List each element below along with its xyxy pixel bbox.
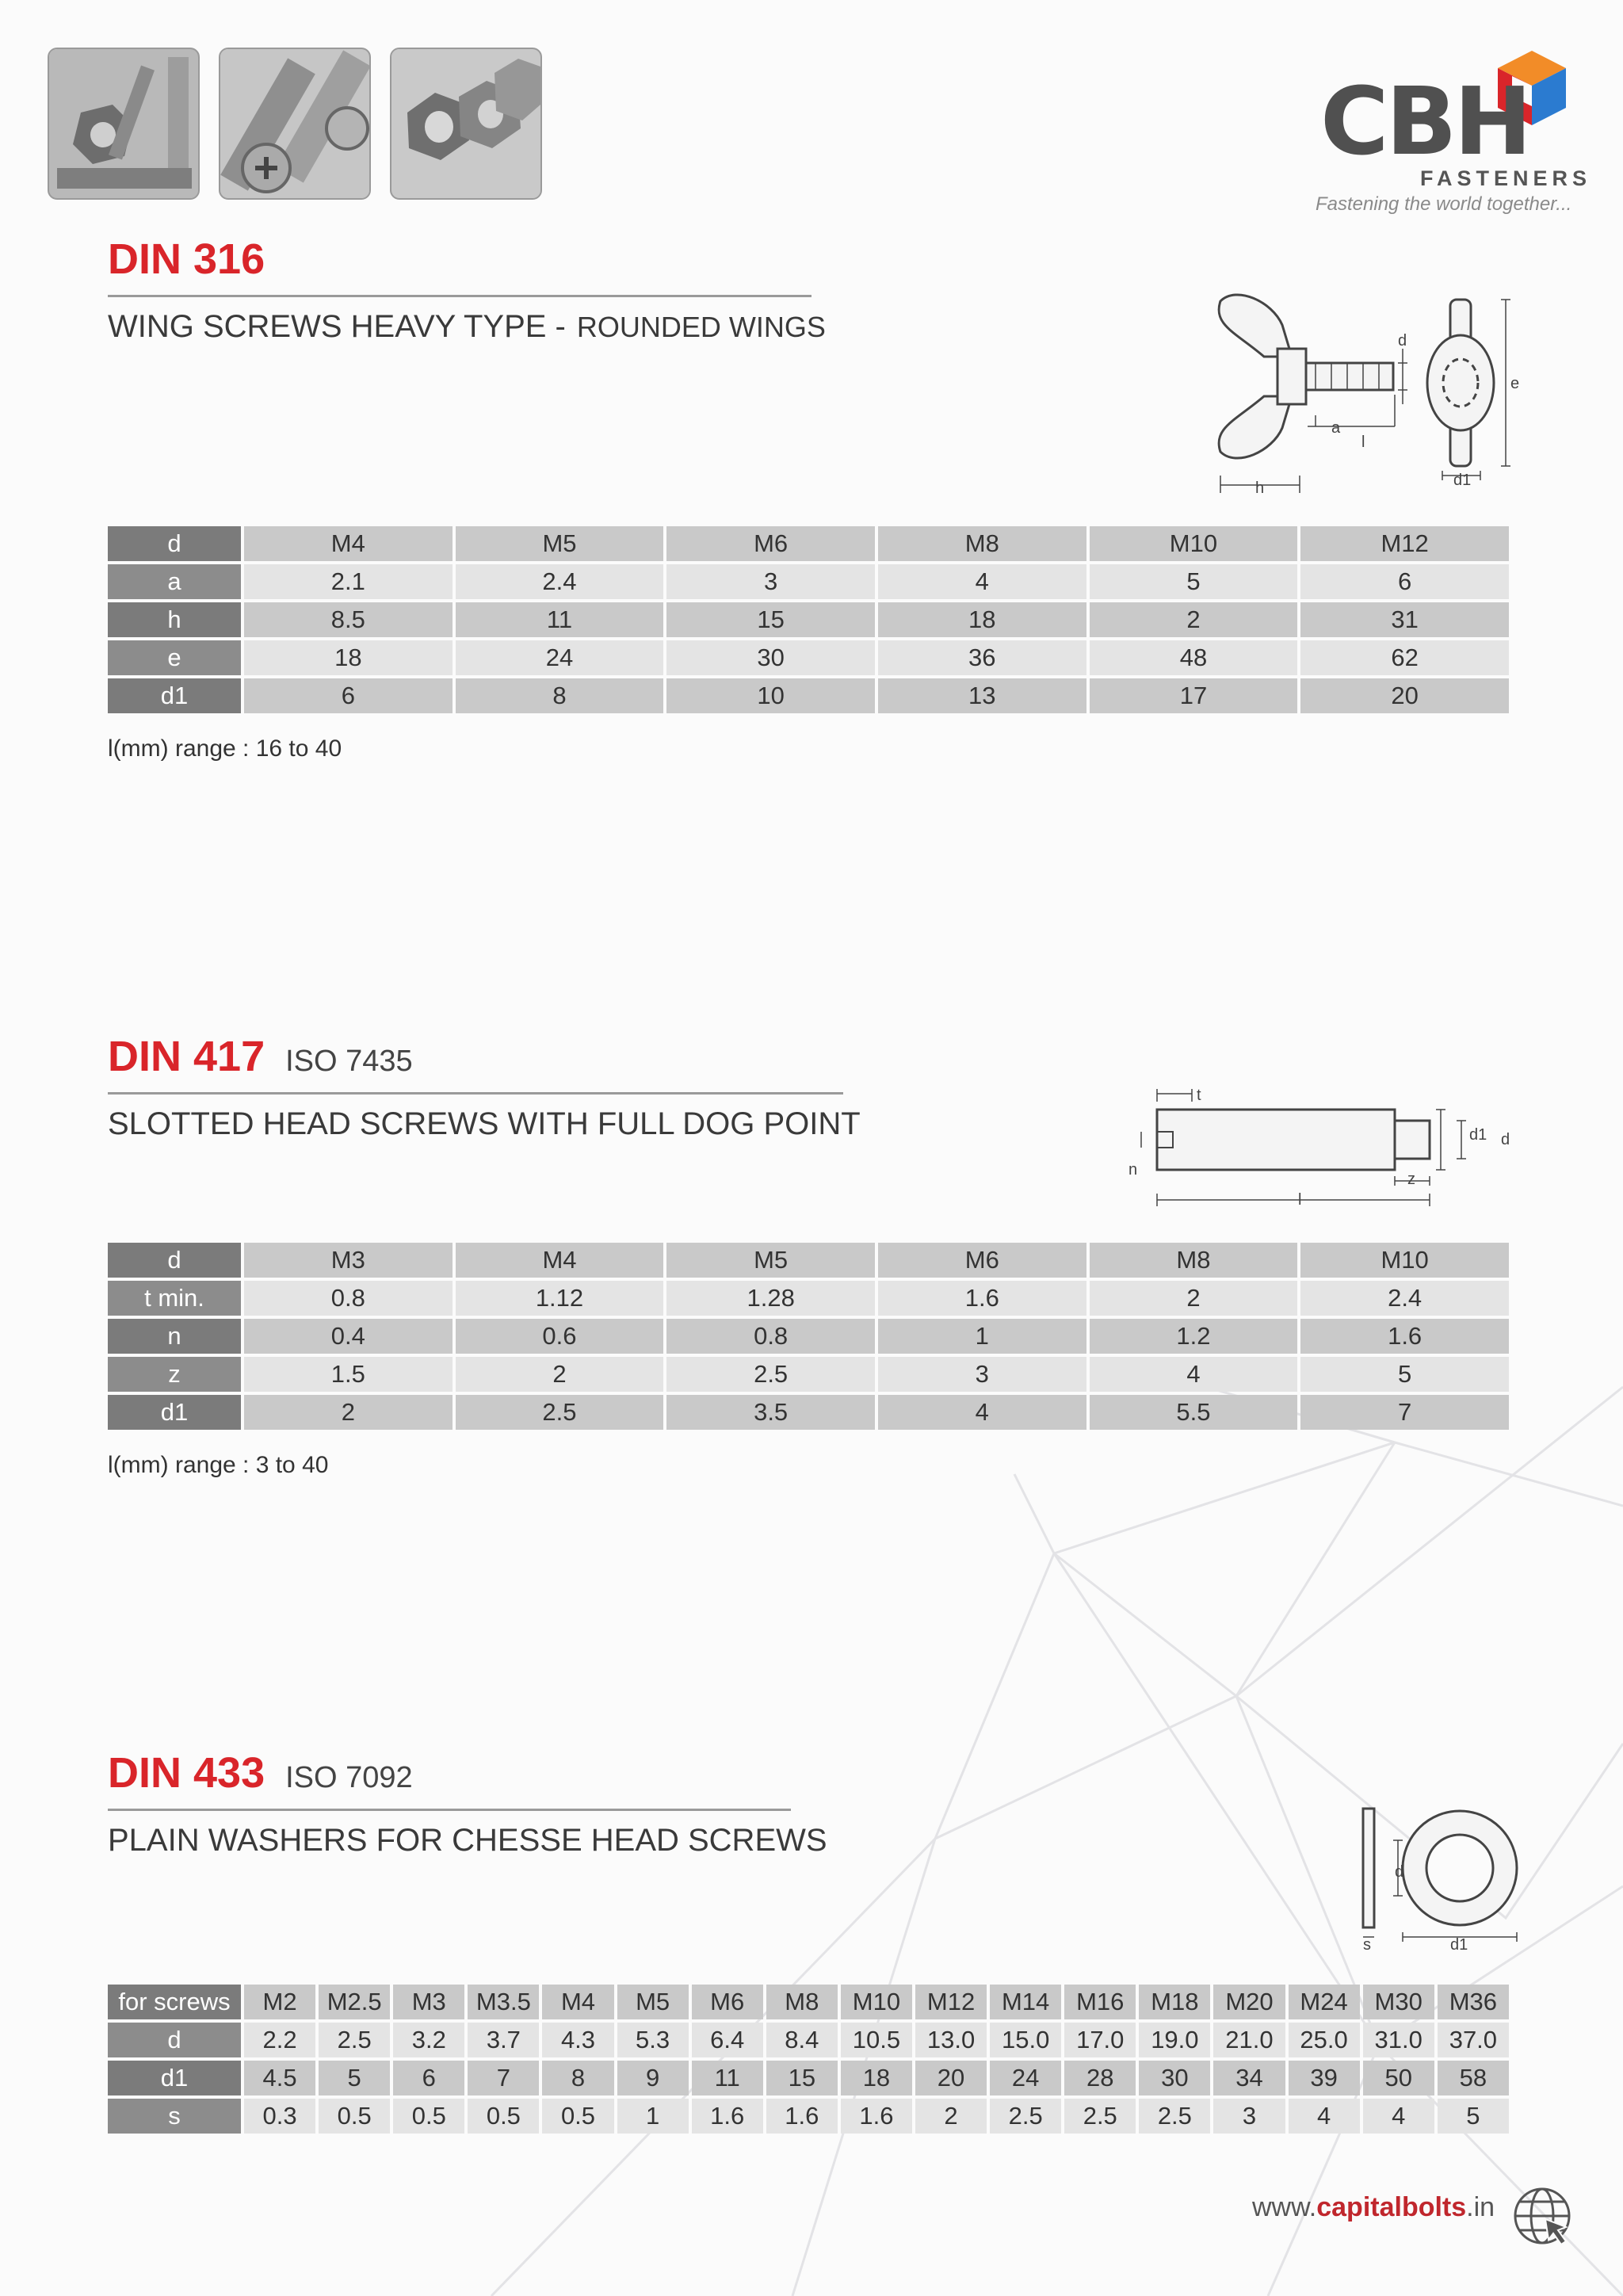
table-cell: 15.0 [990,2023,1061,2057]
table-row [108,1985,1509,2019]
thumbnail-phillips-screws [219,48,371,200]
table-cell: 2.5 [1064,2099,1136,2134]
table-cell: 8 [542,2061,613,2095]
table-cell: 2.5 [666,1357,875,1392]
row-label: d1 [108,678,241,713]
table-cell: 50 [1363,2061,1434,2095]
table-cell: M4 [542,1985,613,2019]
table-cell: 0.5 [468,2099,539,2134]
row-label: n [108,1319,241,1354]
table-cell: 31 [1300,602,1509,637]
length-range: l(mm) range : 16 to 40 [108,735,342,762]
table-cell: 1.6 [692,2099,763,2134]
table-cell: M5 [666,1243,875,1278]
section-title-din417 [108,1032,413,1081]
table-cell: 6 [393,2061,464,2095]
table-cell: 30 [666,640,875,675]
table-cell: M12 [1300,526,1509,561]
section-divider [108,1809,791,1811]
table-cell: M4 [244,526,453,561]
table-cell: 0.5 [319,2099,390,2134]
table-cell: 30 [1139,2061,1210,2095]
table-cell: 1.6 [1300,1319,1509,1354]
row-label: t min. [108,1281,241,1316]
diagram-label-l: l [1361,434,1365,451]
table-cell: 0.5 [393,2099,464,2134]
table-row [108,2099,1509,2134]
table-cell: 4.3 [542,2023,613,2057]
table-cell: 6 [1300,564,1509,599]
table-cell: 1.2 [1090,1319,1298,1354]
table-cell: M2.5 [319,1985,390,2019]
table-cell: M5 [617,1985,689,2019]
table-cell: M24 [1289,1985,1360,2019]
table-cell: 2 [244,1395,453,1430]
table-cell: M4 [456,1243,664,1278]
phillips-screws-icon [220,49,369,198]
table-cell: 6.4 [692,2023,763,2057]
section-divider [108,1092,843,1095]
screws-nuts-icon [49,49,198,198]
section-title-din433 [108,1748,413,1797]
diagram-label-l: l [1298,1191,1302,1209]
table-cell: M10 [1300,1243,1509,1278]
table-cell: 19.0 [1139,2023,1210,2057]
table-cell: 1 [617,2099,689,2134]
table-cell: 37.0 [1438,2023,1509,2057]
thumbnail-screws-nuts [48,48,200,200]
table-cell: 0.4 [244,1319,453,1354]
row-label: z [108,1357,241,1392]
section-title-din316 [108,235,265,284]
table-cell: M20 [1213,1985,1285,2019]
table-cell: 48 [1090,640,1298,675]
table-cell: 13.0 [915,2023,987,2057]
table-cell: M3 [393,1985,464,2019]
table-row [108,1281,1509,1316]
section-subtitle [108,309,826,345]
diagram-label-d: d [1395,1863,1404,1881]
table-cell: M8 [766,1985,838,2019]
table-cell: 10.5 [841,2023,912,2057]
table-cell: 3.7 [468,2023,539,2057]
table-cell: 0.8 [244,1281,453,1316]
table-cell: M12 [915,1985,987,2019]
table-cell: 13 [878,678,1086,713]
table-row [108,526,1509,561]
table-cell: 3 [666,564,875,599]
table-cell: 28 [1064,2061,1136,2095]
diagram-label-s: s [1363,1936,1371,1951]
table-cell: 5 [1300,1357,1509,1392]
table-cell: 5.3 [617,2023,689,2057]
row-label: e [108,640,241,675]
table-cell: M10 [1090,526,1298,561]
row-label: d [108,2023,241,2057]
table-cell: 2.5 [1139,2099,1210,2134]
row-label: d [108,1243,241,1278]
table-cell: M2 [244,1985,315,2019]
table-cell: 0.3 [244,2099,315,2134]
table-cell: 17 [1090,678,1298,713]
table-cell: 18 [878,602,1086,637]
brand-logo [1300,44,1592,227]
table-row [108,678,1509,713]
table-cell: M18 [1139,1985,1210,2019]
table-cell: 2.5 [319,2023,390,2057]
slotted-screw-diagram [1109,1086,1522,1213]
table-cell: M36 [1438,1985,1509,2019]
table-cell: 7 [1300,1395,1509,1430]
table-cell: 2.1 [244,564,453,599]
diagram-label-h: h [1255,479,1265,497]
table-cell: 39 [1289,2061,1360,2095]
spec-table-din433 [105,1981,1512,2137]
table-cell: 36 [878,640,1086,675]
table-cell: 20 [1300,678,1509,713]
iso-number: ISO 7092 [285,1761,413,1794]
table-cell: M10 [841,1985,912,2019]
table-row [108,640,1509,675]
website-url[interactable] [1252,2192,1495,2223]
table-cell: 11 [692,2061,763,2095]
table-cell: M6 [692,1985,763,2019]
diagram-label-d: d [1501,1131,1510,1148]
table-cell: 0.5 [542,2099,613,2134]
table-cell: 2.4 [456,564,664,599]
table-cell: 1.6 [766,2099,838,2134]
table-cell: M14 [990,1985,1061,2019]
diagram-label-e: e [1510,375,1520,392]
spec-table-din316 [105,523,1512,716]
table-row [108,1395,1509,1430]
table-cell: M6 [878,1243,1086,1278]
table-row [108,564,1509,599]
table-cell: 8.5 [244,602,453,637]
diagram-label-d: d [1398,332,1407,350]
table-cell: M5 [456,526,664,561]
table-cell: 5.5 [1090,1395,1298,1430]
row-label: h [108,602,241,637]
table-cell: 24 [990,2061,1061,2095]
table-row [108,1319,1509,1354]
diagram-label-t: t [1197,1087,1201,1104]
table-cell: 17.0 [1064,2023,1136,2057]
spec-table-din417 [105,1240,1512,1433]
table-cell: 4 [878,1395,1086,1430]
table-cell: 2 [1090,602,1298,637]
table-cell: 10 [666,678,875,713]
table-cell: 3.5 [666,1395,875,1430]
diagram-label-n: n [1128,1161,1138,1179]
table-row [108,2061,1509,2095]
table-cell: 6 [244,678,453,713]
table-cell: 2 [456,1357,664,1392]
diagram-label-d1: d1 [1450,1936,1468,1951]
row-label: d1 [108,2061,241,2095]
table-cell: M30 [1363,1985,1434,2019]
section-divider [108,295,812,297]
table-cell: 1.6 [841,2099,912,2134]
table-cell: 34 [1213,2061,1285,2095]
globe-icon [1510,2184,1574,2248]
table-cell: 8.4 [766,2023,838,2057]
table-cell: 15 [766,2061,838,2095]
table-cell: 20 [915,2061,987,2095]
table-cell: M8 [1090,1243,1298,1278]
url-prefix: www. [1252,2192,1317,2222]
table-cell: 1.6 [878,1281,1086,1316]
row-label: a [108,564,241,599]
logo-text: CBH [1320,67,1529,176]
table-cell: 24 [456,640,664,675]
table-cell: 2.5 [990,2099,1061,2134]
diagram-label-d1: d1 [1453,472,1472,489]
row-label: for screws [108,1985,241,2019]
row-label: d [108,526,241,561]
table-cell: 58 [1438,2061,1509,2095]
table-cell: 9 [617,2061,689,2095]
table-cell: M8 [878,526,1086,561]
logo-tagline: Fastening the world together... [1316,193,1572,215]
iso-number: ISO 7435 [285,1045,413,1078]
table-cell: 7 [468,2061,539,2095]
hex-nuts-icon [391,49,540,198]
table-cell: 25.0 [1289,2023,1360,2057]
section-subtitle: PLAIN WASHERS FOR CHESSE HEAD SCREWS [108,1823,827,1858]
table-cell: 2.5 [456,1395,664,1430]
din-number: DIN 417 [108,1033,265,1080]
row-label: s [108,2099,241,2134]
diagram-label-z: z [1407,1171,1415,1188]
table-cell: 3 [1213,2099,1285,2134]
table-cell: 4 [1090,1357,1298,1392]
length-range: l(mm) range : 3 to 40 [108,1452,329,1478]
table-cell: 2.2 [244,2023,315,2057]
row-label: d1 [108,1395,241,1430]
table-cell: 31.0 [1363,2023,1434,2057]
section-subtitle: SLOTTED HEAD SCREWS WITH FULL DOG POINT [108,1106,861,1141]
url-domain: capitalbolts [1316,2192,1467,2222]
table-cell: 4.5 [244,2061,315,2095]
wing-screw-diagram [1189,285,1529,499]
table-cell: 0.6 [456,1319,664,1354]
subtitle-small: ROUNDED WINGS [576,311,826,343]
diagram-label-a: a [1331,419,1341,437]
table-cell: M16 [1064,1985,1136,2019]
logo-subtitle: FASTENERS [1420,166,1592,190]
table-cell: 4 [1363,2099,1434,2134]
table-cell: 15 [666,602,875,637]
washer-diagram [1347,1801,1522,1951]
table-row [108,602,1509,637]
table-cell: M3 [244,1243,453,1278]
table-cell: 62 [1300,640,1509,675]
diagram-label-d1: d1 [1469,1126,1487,1144]
table-cell: 8 [456,678,664,713]
table-cell: 18 [244,640,453,675]
table-cell: 3.2 [393,2023,464,2057]
table-cell: 2.4 [1300,1281,1509,1316]
url-suffix: .in [1466,2192,1495,2222]
table-cell: M6 [666,526,875,561]
table-cell: 5 [1438,2099,1509,2134]
table-row [108,1243,1509,1278]
table-cell: 1 [878,1319,1086,1354]
table-cell: 5 [319,2061,390,2095]
table-cell: 4 [878,564,1086,599]
table-cell: 1.12 [456,1281,664,1316]
table-cell: 3 [878,1357,1086,1392]
table-row [108,2023,1509,2057]
table-cell: 11 [456,602,664,637]
subtitle-main: WING SCREWS HEAVY TYPE - [108,309,566,344]
din-number: DIN 433 [108,1749,265,1797]
table-cell: M3.5 [468,1985,539,2019]
table-row [108,1357,1509,1392]
table-cell: 18 [841,2061,912,2095]
table-cell: 0.8 [666,1319,875,1354]
table-cell: 2 [915,2099,987,2134]
table-cell: 2 [1090,1281,1298,1316]
table-cell: 21.0 [1213,2023,1285,2057]
din-number: DIN 316 [108,235,265,283]
table-cell: 4 [1289,2099,1360,2134]
table-cell: 1.28 [666,1281,875,1316]
table-cell: 1.5 [244,1357,453,1392]
table-cell: 5 [1090,564,1298,599]
thumbnail-hex-nuts [390,48,542,200]
